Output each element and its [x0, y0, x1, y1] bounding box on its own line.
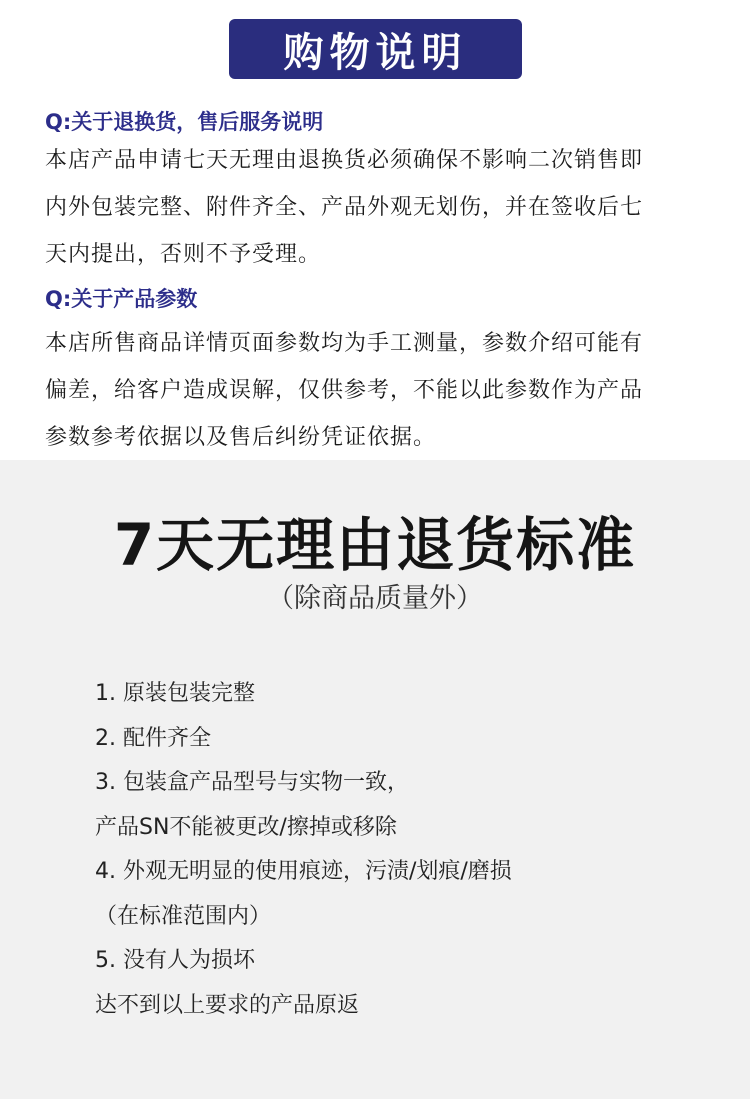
faq-question-parameters: Q:关于产品参数 — [45, 287, 198, 311]
policy-line: 2. 配件齐全 — [95, 725, 211, 751]
return-policy-list — [95, 672, 715, 1028]
answer-line: 本店产品申请七天无理由退换货必须确保不影响二次销售即 — [45, 148, 644, 173]
header-title: 购物说明 — [283, 29, 468, 76]
return-policy-subtitle: （除商品质量外） — [267, 583, 483, 614]
answer-line: 本店所售商品详情页面参数均为手工测量，参数介绍可能有 — [45, 331, 644, 356]
policy-line: 1. 原装包装完整 — [95, 681, 255, 706]
header-banner — [229, 19, 522, 79]
answer-line: 参数参考依据以及售后纠纷凭证依据。 — [45, 425, 437, 450]
answer-line: 天内提出，否则不予受理。 — [45, 242, 322, 267]
shopping-notes-section — [0, 0, 750, 460]
return-policy-title: 7天无理由退货标准 — [113, 511, 637, 579]
policy-line: 达不到以上要求的产品原返 — [95, 992, 360, 1018]
policy-line: 产品SN不能被更改/擦掉或移除 — [95, 814, 397, 840]
return-policy-section — [0, 460, 750, 1099]
policy-line: 5. 没有人为损坏 — [95, 948, 255, 973]
answer-line: 内外包装完整、附件齐全、产品外观无划伤，并在签收后七 — [45, 195, 644, 220]
policy-line: 3. 包装盒产品型号与实物一致， — [95, 770, 409, 795]
policy-line: 4. 外观无明显的使用痕迹，污渍/划痕/磨损 — [95, 859, 512, 884]
answer-line: 偏差，给客户造成误解，仅供参考，不能以此参数作为产品 — [45, 378, 644, 403]
faq-answer-returns — [45, 137, 720, 278]
faq-question-returns: Q:关于退换货，售后服务说明 — [45, 110, 324, 134]
faq-answer-parameters — [45, 320, 720, 461]
policy-line: （在标准范围内） — [95, 903, 272, 929]
